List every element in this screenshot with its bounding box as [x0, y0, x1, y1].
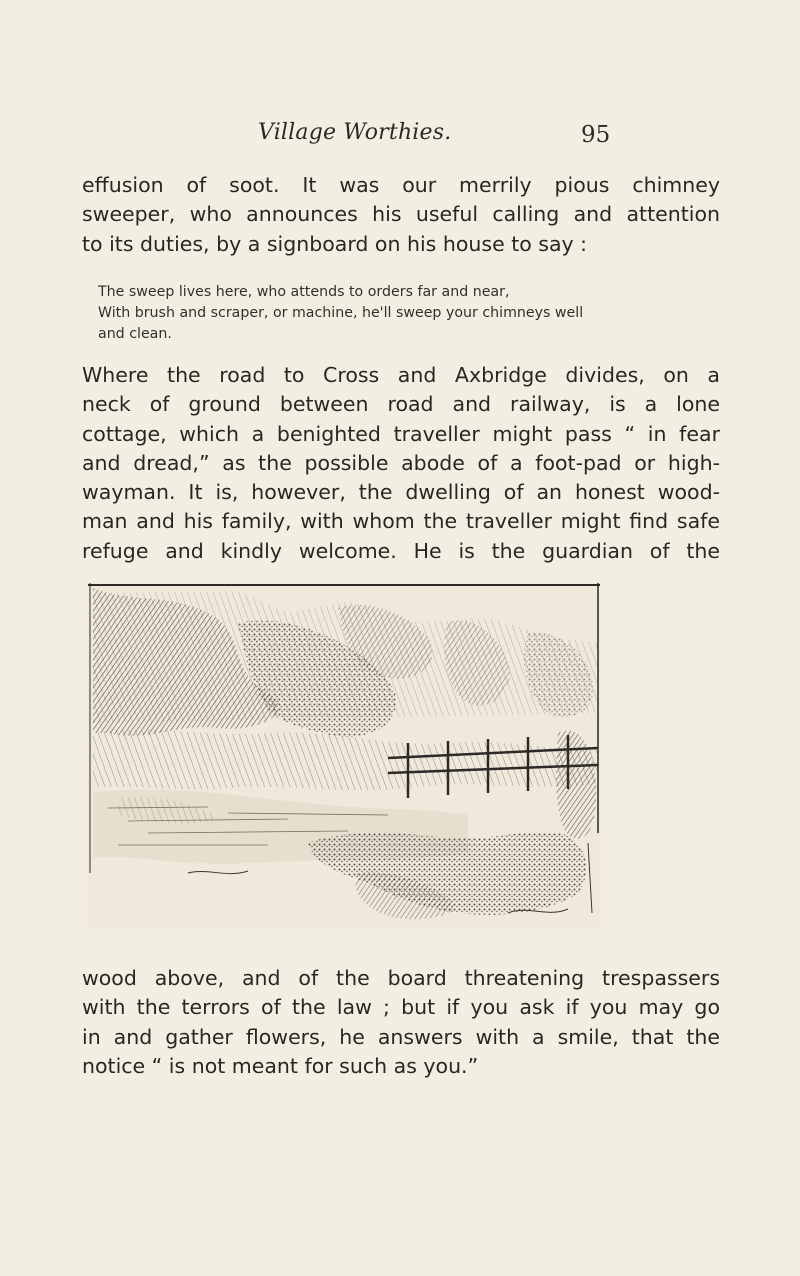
text-line: in and gather flowers, he answers with a smile, that the — [82, 1024, 720, 1049]
engraving-image — [88, 583, 600, 928]
text-line: sweeper, who announces his useful calling and attention — [82, 202, 720, 227]
running-header — [0, 120, 800, 160]
quote-line: and clean. — [98, 326, 172, 342]
text-line: Where the road to Cross and Axbridge divides, on a — [82, 363, 720, 387]
text-line: with the terrors of the law ; but if you ask if you may go — [82, 995, 720, 1020]
text-line: wood above, and of the board threatening trespassers — [82, 966, 720, 990]
running-title: Village Worthies. — [258, 120, 452, 145]
text-line: effusion of soot. It was our merrily pious chimney — [82, 173, 720, 197]
text-line: man and his family, with whom the traveller might find safe — [82, 509, 720, 534]
text-line: and dread,” as the possible abode of a foot-pad or high- — [82, 450, 720, 475]
quote-line: With brush and scraper, or machine, he'll sweep your chimneys well — [98, 305, 584, 321]
text-line: refuge and kindly welcome. He is the guardian of the — [82, 538, 720, 563]
page-number: 95 — [581, 122, 611, 148]
paragraph-2 — [82, 361, 720, 566]
quote-line: The sweep lives here, who attends to orders far and near, — [98, 284, 510, 300]
signboard-quote — [98, 282, 658, 345]
text-line: notice “ is not meant for such as you.” — [82, 1053, 479, 1078]
woodland-engraving — [88, 583, 600, 928]
paragraph-3 — [82, 964, 720, 1081]
text-line: to its duties, by a signboard on his house to say : — [82, 231, 588, 256]
text-line: neck of ground between road and railway, is a lone — [82, 392, 720, 417]
paragraph-1 — [82, 171, 720, 259]
text-line: wayman. It is, however, the dwelling of an honest wood- — [82, 480, 720, 505]
text-line: cottage, which a benighted traveller might pass “ in fear — [82, 421, 720, 446]
